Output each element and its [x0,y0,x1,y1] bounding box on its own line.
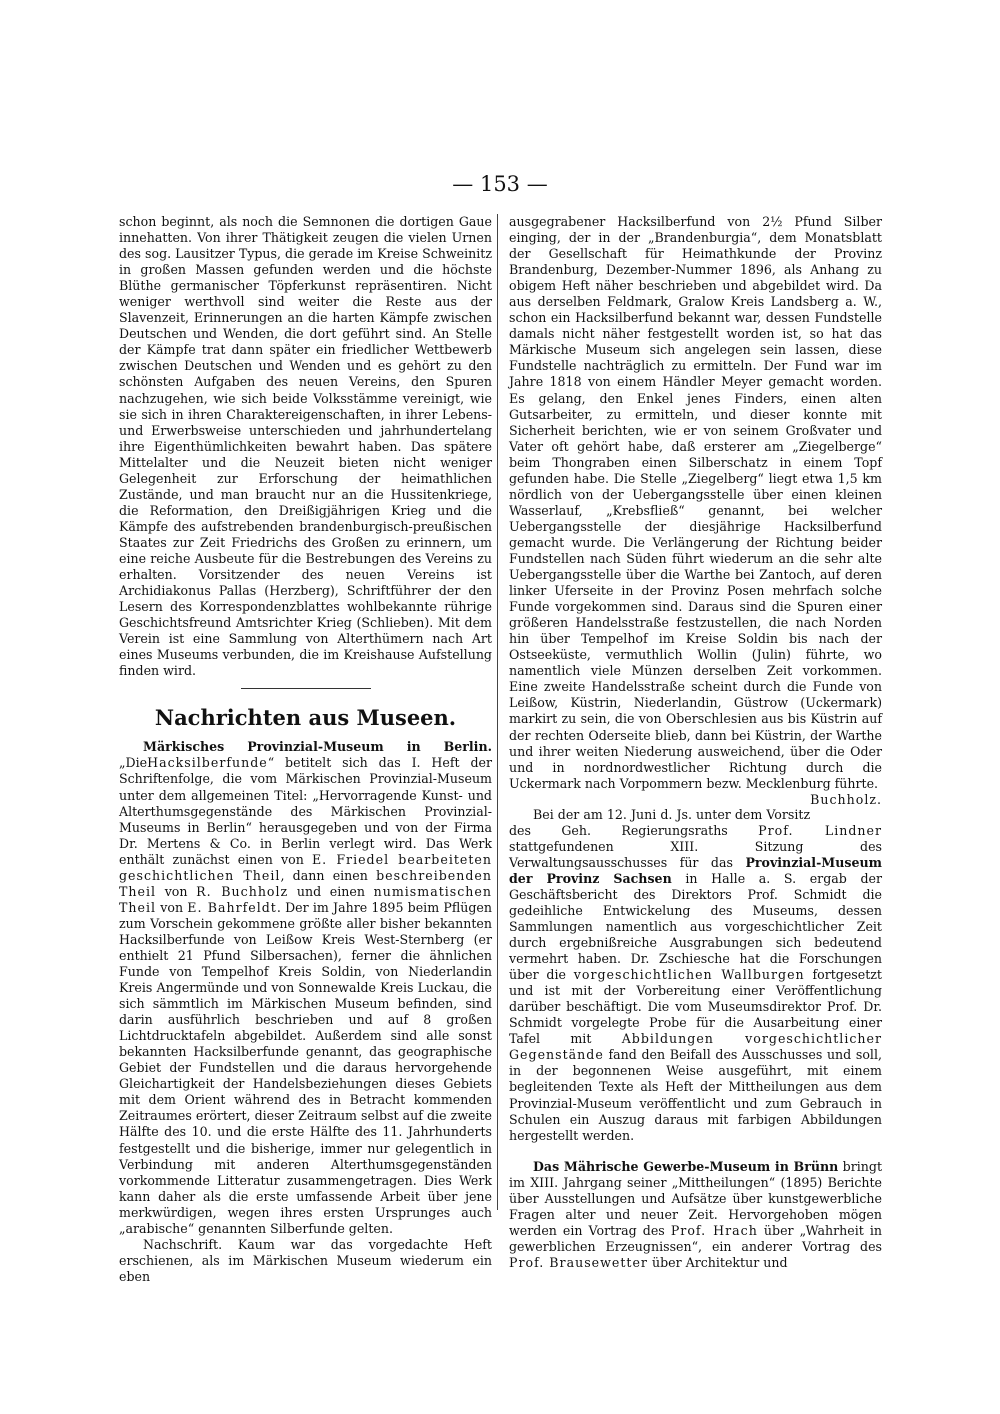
section-divider [241,688,371,689]
bruenn-museum-lead: Das Mährische Gewerbe-Museum in Brünn [533,1158,839,1174]
berlin-museum-lead: Märkisches Provinzial-Museum in Berlin. [143,739,492,755]
paragraph-hacksilberfund-continued: ausgegrabener Hacksilberfund von 2½ Pfund Silber einging, der in der „Brandenburgia“, dem Monatsblatt der Gesellschaft für Heimathkunde der Provinz Brandenburg, Dezember-Nummer 1896, als Anhang zu obigem Heft näher beschrieben und abgebildet wird. Da aus derselben Feldmark, Gralow Kreis Landsberg a. W., schon ein Hacksilberfund bekannt war, dessen Fundstelle damals nicht näher festgestellt worden ist, so hat das Märkische Museum sich angelegen sein lassen, diese Fundstelle nachträglich zu ermitteln. Der Fund war im Jahre 1818 von einem Händler Meyer gemacht worden. Es gelang, den Enkel jenes Finders, einen alten Gutsarbeiter, zu ermitteln, und dieser konnte mit Sicherheit berichten, wie er von seinem Großvater und Vater oft gehört habe, daß ersterer am „Ziegelberge“ beim Thongraben einen Silberschatz in einem Topf gefunden habe. Die Stelle „Ziegelberg“ liegt etwa 1,5 km nördlich von der Uebergangsstelle über einen kleinen Wasserlauf, „Krebsfließ“ genannt, bei welcher Uebergangsstelle der diesjährige Hacksilberfund gemacht wurde. Die Verlängerung der Richtung beider Fundstellen nach Süden führt wiederum an die sehr alte Uebergangsstelle über die Warthe bei Zantoch, auf deren linker Uferseite in der Provinz Posen mehrfach solche Funde vorgekommen sind. Daraus sind die Spuren einer größeren Handelsstraße festzustellen, die nach Norden hin über Tempelhof im Kreise Soldin bis nach der Ostseeküste, vermuthlich Wollin (Julin) führte, wo namentlich viele Münzen derselben Zeit vorkommen. Eine zweite Handelsstraße scheint durch die Funde von Leißow, Küstrin, Niederlandin, Güstrow (Uckermark) markirt zu sein, die von Oberschlesien aus bis Küstrin auf der rechten Oderseite blieb, dann bei Küstrin, der Warthe und ihrer weiten Niederung ausweichend, über die Oder und in nordnordwestlicher Richtung durch die Uckermark nach Vorpommern bezw. Mecklenburg führte. Buchholz. [509,214,882,807]
column-rule [497,214,498,1210]
paragraph-berlin-museum: Märkisches Provinzial-Museum in Berlin. „DieHacksilberfunde“ betitelt sich das I. Heft der Schriftenfolge, die vom Märkischen Provinzial-Museum unter dem allgemeinen Titel: „Hervorragende Kunst- und Alterthumsgegenstände des Märkischen Provinzial-Museums in Berlin“ herausgegeben und von der Firma Dr. Mertens & Co. in Berlin verlegt wird. Das Werk enthält zunächst einen von E. Friedel bearbeiteten geschichtlichen Theil, dann einen beschreibenden Theil von R. Buchholz und einen numismatischen Theil von E. Bahrfeldt. Der im Jahre 1895 beim Pflügen zum Vorschein gekommene größte aller bisher bekannten Hacksilberfunde von Leißow Kreis West-Sternberg (er enthielt 21 Pfund Silbersachen), ferner die ähnlichen Funde von Tempelhof Kreis Soldin, von Niederlandin Kreis Angermünde und von Sonnewalde Kreis Luckau, die sich sämmtlich im Märkischen Museum befinden, sind darin ausführlich beschrieben und auf 8 großen Lichtdrucktafeln abgebildet. Außerdem sind alle sonst bekannten Hacksilberfunde genannt, das geographische Gebiet der Fundstellen und die daraus hervorgehende Gleichartigkeit der Handelsbeziehungen dieses Gebiets mit dem Orient während des in Betracht kommenden Zeitraumes erörtert, dieser Zeitraum selbst auf die zweite Hälfte des 10. und die erste Hälfte des 11. Jahrhunderts festgestellt und die bisherige, immer nur gelegentlich in Verbindung mit anderen Alterthumsgegenständen vorkommende Litteratur zusammengetragen. Dies Werk kann daher als die erste umfassende Arbeit über jene merkwürdigen, wegen ihres ersten Ursprunges auch „arabische“ genannten Silberfunde gelten. [119,739,492,1236]
paragraph-vereins-report: schon beginnt, als noch die Semnonen die dortigen Gaue innehatten. Von ihrer Thätigkeit zeugen die vielen Urnen des sog. Lausitzer Typus, die gerade im Kreise Schweinitz in großen Massen gefunden werden und die höchste Blüthe germanischer Töpferkunst repräsentiren. Nicht weniger werthvoll sind weiter die Reste aus der Slavenzeit, Erinnerungen an die harten Kämpfe zwischen Deutschen und Wenden, die dort geführt sind. An Stelle der Kämpfe trat dann später ein friedlicher Wettbewerb zwischen Deutschen und Wenden und es gehört zu den schönsten Aufgaben des neuen Vereins, den Spuren nachzugehen, wie sich beide Volksstämme vereinigt, wie sie sich in ihren Charaktereigenschaften, in ihrer Lebens- und Erwerbsweise unterschieden und jahrhundertelang ihre Eigenthümlichkeiten bewahrt haben. Das spätere Mittelalter und die Neuzeit bieten nicht weniger Gelegenheit zur Erforschung der heimathlichen Zustände, und man braucht nur an die Hussitenkriege, die Reformation, den Dreißigjährigen Krieg und die Kämpfe des aufstrebenden brandenburgisch-preußischen Staates zur Zeit Friedrichs des Großen zu erinnern, um eine reiche Ausbeute für die Bestrebungen des Vereins zu erhalten. Vorsitzender des neuen Vereins ist Archidiakonus Pallas (Herzberg), Schriftführer der den Lesern des Korrespondenzblattes wohlbekannte rührige Geschichtsfreund Amtsrichter Krieg (Schlieben). Mit dem Verein ist eine Sammlung von Alterthümern nach Art eines Museums verbunden, die im Kreishause Aufstellung finden wird. [119,214,492,679]
paragraph-halle-museum: Bei der am 12. Juni d. Js. unter dem Vorsitz des Geh. Regierungsraths Prof. Lindner stattgefundenen XIII. Sitzung des Verwaltungsausschusses für das Provinzial-Museum der Provinz Sachsen in Halle a. S. ergab der Geschäftsbericht des Direktors Prof. Schmidt die gedeihliche Entwickelung des Museums, dessen Sammlungen namentlich aus vorgeschichtlicher Zeit durch ergebnißreiche Ausgrabungen sich bedeutend vermehrt haben. Dr. Zschiesche hat die Forschungen über die vorgeschichtlichen Wallburgen fortgesetzt und ist mit der Vorbereitung einer Veröffentlichung darüber beschäftigt. Die vom Museumsdirektor Prof. Dr. Schmidt vorgelegte Probe für die Ausarbeitung einer Tafel mit Abbildungen vorgeschichtlicher Gegenstände fand den Beifall des Ausschusses und soll, in der begonnenen Weise ausgeführt, mit einem begleitenden Texte als Heft der Mittheilungen aus dem Provinzial-Museum veröffentlicht und zum Gebrauch in Schulen ein Auszug daraus mit farbigen Abbildungen hergestellt werden. [509,806,882,1143]
paragraph-bruenn-museum: Das Mährische Gewerbe-Museum in Brünn bringt im XIII. Jahrgang seiner „Mittheilungen“ (1895) Berichte über Ausstellungen und Aufsätze über kunstgewerbliche Fragen alter und neuer Zeit. Hervorgehoben mögen werden ein Vortrag des Prof. Hrach über „Wahrheit in gewerblichen Erzeugnissen“, ein anderer Vortrag des Prof. Brausewetter über Architektur und [509,1158,882,1270]
left-column [119,214,492,1285]
section-heading: Nachrichten aus Museen. [154,705,457,731]
page-number: — 153 — [452,172,548,196]
paragraph-nachschrift: Nachschrift. Kaum war das vorgedachte Heft erschienen, als im Märkischen Museum wiederum ein eben [119,1236,492,1284]
halle-museum-name: Provinzial-Museum der Provinz Sachsen [509,854,882,886]
right-column [509,214,882,1271]
author-signature: Buchholz. [810,791,882,807]
